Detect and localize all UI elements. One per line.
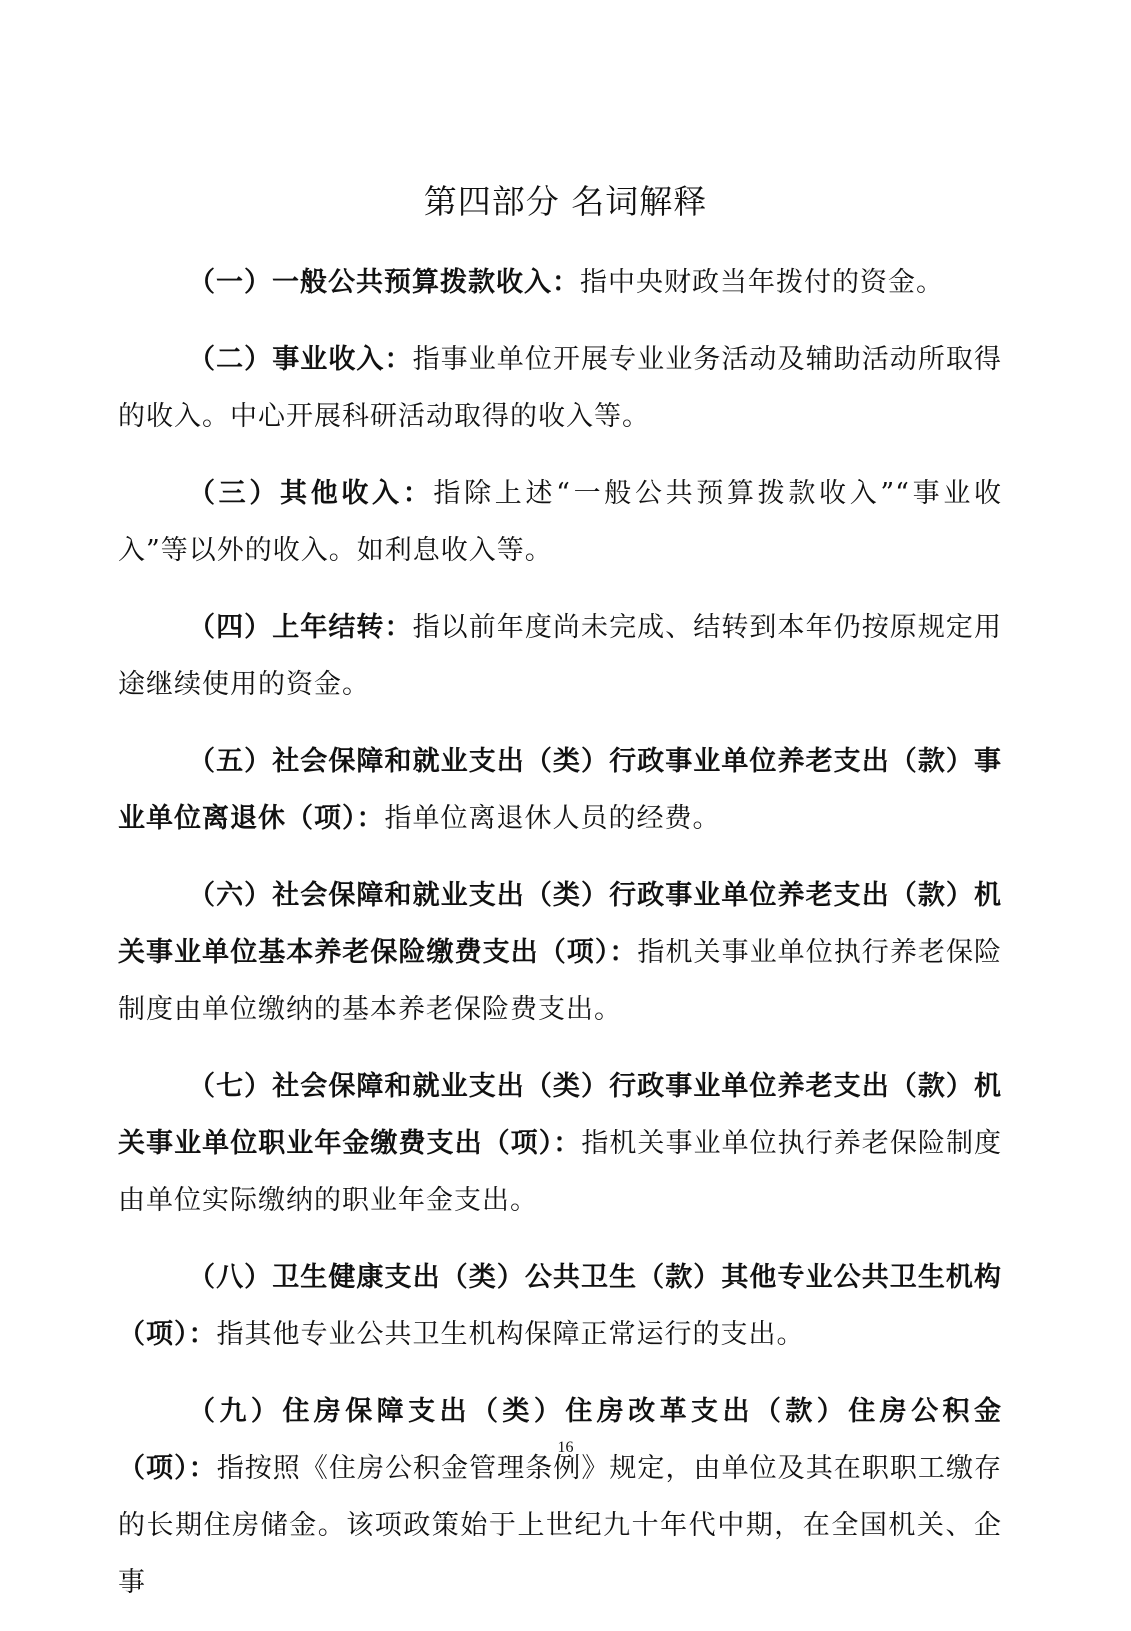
glossary-entry-4 <box>118 599 1002 713</box>
glossary-entry-2 <box>118 331 1002 445</box>
entry-term: （一）一般公共预算拨款收入： <box>188 267 580 298</box>
entry-definition: 指以前年度尚未完成、结转到本年仍按原规定用途继续使用的资金。 <box>118 612 1003 700</box>
entry-term: （五）社会保障和就业支出（类）行政事业单位养老支出（款）事业单位离退休（项）： <box>118 746 1002 834</box>
entry-term: （八）卫生健康支出（类）公共卫生（款）其他专业公共卫生机构（项）： <box>118 1262 1002 1350</box>
entry-definition: 指中央财政当年拨付的资金。 <box>580 267 944 298</box>
glossary-entry-5 <box>118 733 1002 847</box>
entry-definition: 指除上述“一般公共预算拨款收入”“事业收入”等以外的收入。如利息收入等。 <box>118 478 1003 566</box>
glossary-entry-3 <box>118 465 1002 579</box>
entry-definition: 指机关事业单位执行养老保险制度由单位缴纳的基本养老保险费支出。 <box>118 937 1003 1025</box>
entry-term: （三）其他收入： <box>188 478 434 509</box>
entry-term: （六）社会保障和就业支出（类）行政事业单位养老支出（款）机关事业单位基本养老保险缴费支出（项）： <box>118 880 1002 968</box>
entry-definition: 指单位离退休人员的经费。 <box>384 803 721 834</box>
entry-definition: 指按照《住房公积金管理条例》规定，由单位及其在职职工缴存的长期住房储金。该项政策始于上世纪九十年代中期，在全国机关、企事 <box>118 1453 1003 1598</box>
glossary-entry-7 <box>118 1058 1002 1229</box>
entry-definition: 指事业单位开展专业业务活动及辅助活动所取得的收入。中心开展科研活动取得的收入等。 <box>118 344 1003 432</box>
glossary-entry-1 <box>118 254 1002 311</box>
page-number: 16 <box>557 1439 574 1456</box>
entry-term: （二）事业收入： <box>188 344 413 375</box>
entry-definition: 指机关事业单位执行养老保险制度由单位实际缴纳的职业年金支出。 <box>118 1128 1003 1216</box>
entry-term: （九）住房保障支出（类）住房改革支出（款）住房公积金（项）： <box>118 1396 1002 1484</box>
glossary-entry-8 <box>118 1249 1002 1363</box>
entry-definition: 指其他专业公共卫生机构保障正常运行的支出。 <box>216 1319 805 1350</box>
glossary-entry-9 <box>118 1383 1002 1611</box>
entry-term: （四）上年结转： <box>188 612 413 643</box>
glossary-body <box>118 254 1002 1631</box>
entry-term: （七）社会保障和就业支出（类）行政事业单位养老支出（款）机关事业单位职业年金缴费支出（项）： <box>118 1071 1002 1159</box>
page-title: 第四部分 名词解释 <box>423 182 708 221</box>
glossary-entry-6 <box>118 867 1002 1038</box>
